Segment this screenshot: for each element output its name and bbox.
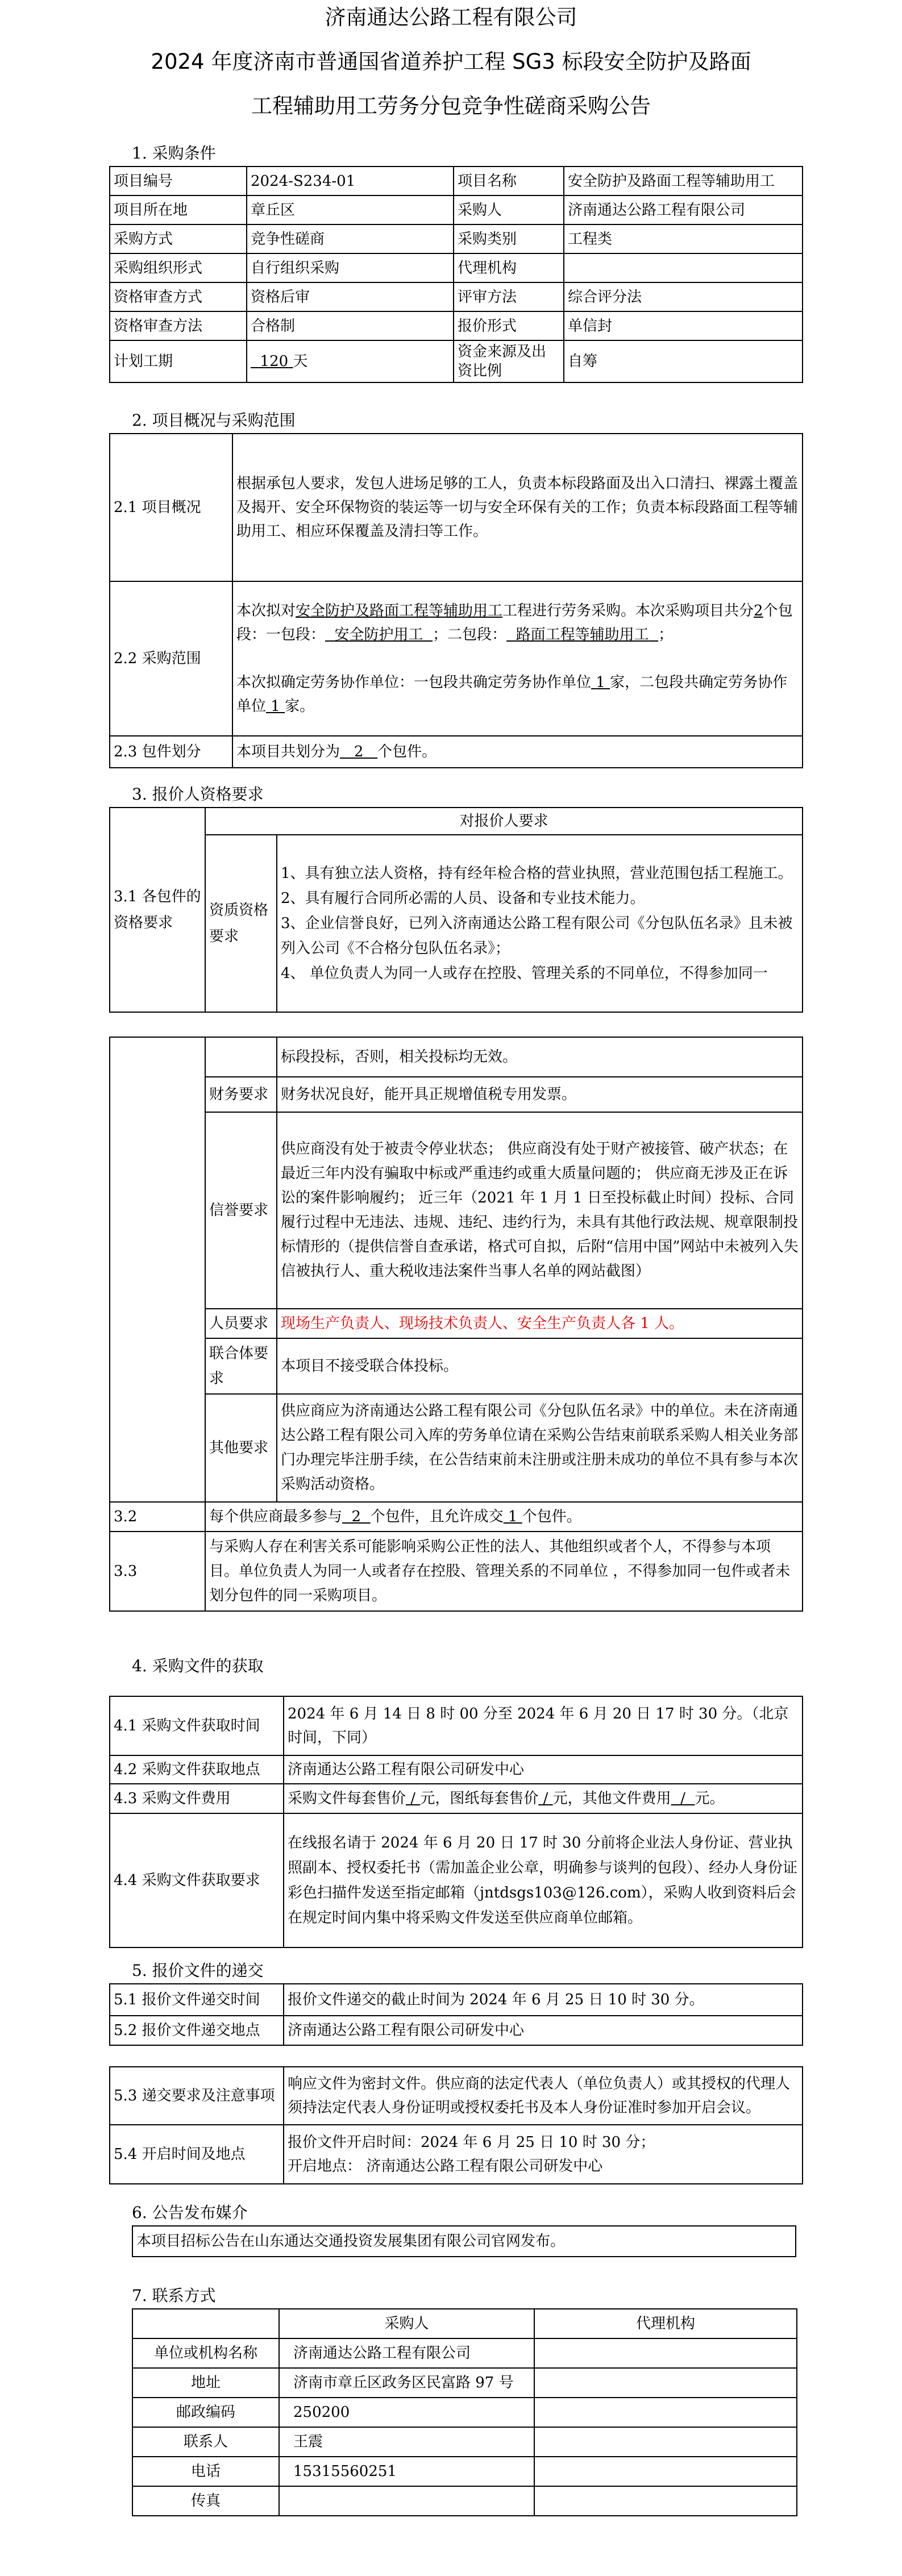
section-5-heading: 5. 报价文件的递交 [132, 1961, 264, 1980]
fee-text: 采购文件每套售价 / 元，图纸每套售价 / 元，其他文件费用 / 元。 [284, 1784, 803, 1813]
qualification-continued: 标段投标，否则，相关投标均无效。 [277, 1037, 803, 1077]
section-7-heading: 7. 联系方式 [132, 2286, 216, 2305]
table-row [132, 2457, 797, 2486]
table-row [110, 808, 803, 835]
limit-text: 每个供应商最多参与 2 个包件，且允许成交 1 个包件。 [205, 1502, 803, 1532]
cell-label: 5.1 报价文件递交时间 [110, 1984, 284, 2016]
cell-value: 工程类 [564, 224, 803, 253]
section-1-heading: 1. 采购条件 [132, 144, 216, 163]
table-row [110, 1338, 803, 1394]
table-row [132, 2368, 797, 2398]
cell-label: 采购人 [454, 195, 564, 224]
table-row [110, 2016, 803, 2045]
table-row [132, 2486, 797, 2516]
table-row [110, 340, 803, 382]
table-row [110, 1077, 803, 1112]
cell-label: 地址 [132, 2368, 279, 2398]
column-head: 代理机构 [534, 2309, 797, 2338]
cell-value: 济南市章丘区政务区民富路 97 号 [279, 2368, 534, 2398]
table-row [110, 1112, 803, 1309]
cell-label: 联合体要求 [205, 1338, 277, 1394]
table-row [110, 835, 803, 1012]
qualification-text: 1、具有独立法人资格，持有经年检合格的营业执照，营业范围包括工程施工。 2、具有履行合同所必需的人员、设备和专业技术能力。 3、企业信誉良好，已列入济南通达公路工程有限公司《分包队伍名录》且未被列入公司《不合格分包队伍名录》； 4、 单位负责人为同一人或存在控股、管理关系的不同单位，不得参加同一 [277, 835, 803, 1012]
contact-table [132, 2308, 797, 2516]
title-line-2: 工程辅助用工劳务分包竞争性磋商采购公告 [251, 94, 651, 118]
cell-label: 资质资格要求 [205, 835, 277, 1012]
package-text: 本项目共划分为 2 个包件。 [232, 736, 803, 768]
table-row [132, 2398, 797, 2427]
cell-value: 章丘区 [247, 195, 454, 224]
cell-label: 3.1 各包件的资格要求 [110, 808, 205, 1012]
table-row [110, 1502, 803, 1532]
table-row [110, 1394, 803, 1502]
media-table [132, 2225, 796, 2257]
cell-value: 济南通达公路工程有限公司 [279, 2338, 534, 2368]
cell-value: 济南通达公路工程有限公司 [564, 195, 803, 224]
obtain-time-text: 2024 年 6 月 14 日 8 时 00 分至 2024 年 6 月 20 日 17 时 30 分。（北京时间，下同） [284, 1696, 803, 1755]
table-row [110, 434, 803, 581]
submit-place-text: 济南通达公路工程有限公司研发中心 [284, 2016, 803, 2045]
cell-label: 项目编号 [110, 167, 247, 195]
cell-value [279, 2486, 534, 2516]
cell-label: 4.4 采购文件获取要求 [110, 1813, 284, 1947]
cell-label: 3.3 [110, 1532, 205, 1611]
table-row [110, 167, 803, 195]
cell-value [534, 2457, 797, 2486]
table-row [110, 1532, 803, 1611]
cell-label: 采购方式 [110, 224, 247, 253]
submission-table-part1 [109, 1983, 803, 2046]
cell-label: 其他要求 [205, 1394, 277, 1502]
cell-label: 人员要求 [205, 1309, 277, 1338]
table-row [110, 311, 803, 340]
section-3-heading: 3. 报价人资格要求 [132, 785, 264, 804]
table-row [110, 2125, 803, 2184]
obtain-place-text: 济南通达公路工程有限公司研发中心 [284, 1755, 803, 1784]
table-row [110, 581, 803, 736]
table-row [110, 224, 803, 253]
cell-label: 5.4 开启时间及地点 [110, 2125, 284, 2184]
overview-text: 根据承包人要求，发包人进场足够的工人，负责本标段路面及出入口清扫、裸露土覆盖及揭开、安全环保物资的装运等一切与安全环保有关的工作；负责本标段路面工程等辅助用工、相应环保覆盖及清扫等工作。 [232, 434, 803, 581]
section-6-heading: 6. 公告发布媒介 [132, 2203, 248, 2222]
cell-value: 15315560251 [279, 2457, 534, 2486]
cell-label: 资金来源及出资比例 [454, 340, 564, 382]
table-row [110, 1984, 803, 2016]
cell-label: 项目所在地 [110, 195, 247, 224]
other-text: 供应商应为济南通达公路工程有限公司《分包队伍名录》中的单位。未在济南通达公路工程有限公司入库的劳务单位请在采购公告结束前联系采购人相关业务部门办理完毕注册手续，在公告结束前未注册或注册未成功的单位不具有参与本次采购活动资格。 [277, 1394, 803, 1502]
cell-label: 2.3 包件划分 [110, 736, 232, 768]
section-2-heading: 2. 项目概况与采购范围 [132, 411, 296, 430]
table-row [132, 2226, 796, 2257]
cell-value: 自行组织采购 [247, 253, 454, 282]
cell-value [534, 2427, 797, 2457]
cell-value [564, 253, 803, 282]
company-title: 济南通达公路工程有限公司 [325, 5, 577, 30]
cell-value: 自筹 [564, 340, 803, 382]
title-line-1: 2024 年度济南市普通国省道养护工程 SG3 标段安全防护及路面 [151, 49, 751, 74]
cell-label: 资格审查方法 [110, 311, 247, 340]
cell-label: 采购组织形式 [110, 253, 247, 282]
cell-value: 安全防护及路面工程等辅助用工 [564, 167, 803, 195]
cell-value [534, 2338, 797, 2368]
opening-text: 报价文件开启时间：2024 年 6 月 25 日 10 时 30 分； 开启地点： 济南通达公路工程有限公司研发中心 [284, 2125, 803, 2184]
cell-label: 单位或机构名称 [132, 2338, 279, 2368]
documents-table [109, 1696, 803, 1948]
table-row [110, 1309, 803, 1338]
finance-text: 财务状况良好，能开具正规增值税专用发票。 [277, 1077, 803, 1112]
joint-text: 本项目不接受联合体投标。 [277, 1338, 803, 1394]
scope-text: 本次拟对安全防护及路面工程等辅助用工工程进行劳务采购。本次采购项目共分2个包段：一包段： 安全防护用工 ；二包段： 路面工程等辅助用工 ； 本次拟确定劳务协作单位：一包段共确定劳务协作单位 1 家，二包段共确定劳务协作单位 1 家。 [232, 581, 803, 736]
conflict-text: 与采购人存在利害关系可能影响采购公正性的法人、其他组织或者个人，不得参与本项目。单位负责人为同一人或者存在控股、管理关系的不同单位 ，不得参加同一包件或者未划分包件的同一采购项目。 [205, 1532, 803, 1611]
cell-value: 综合评分法 [564, 282, 803, 311]
obtain-requirement-text: 在线报名请于 2024 年 6 月 20 日 17 时 30 分前将企业法人身份证、营业执照副本、授权委托书（需加盖企业公章，明确参与谈判的包段）、经办人身份证彩色扫描件发送至指定邮箱（jntdsgs103@126.com），采购人收到资料后会在规定时间内集中将采购文件发送至供应商单位邮箱。 [284, 1813, 803, 1947]
cell-label: 财务要求 [205, 1077, 277, 1112]
cell-value [534, 2368, 797, 2398]
submit-time-text: 报价文件递交的截止时间为 2024 年 6 月 25 日 10 时 30 分。 [284, 1984, 803, 2016]
cell-value [534, 2486, 797, 2516]
section-4-heading: 4. 采购文件的获取 [132, 1657, 264, 1675]
project-overview-table [109, 433, 803, 768]
duration-unit: 天 [293, 353, 308, 370]
cell-label: 报价形式 [454, 311, 564, 340]
table-row [110, 736, 803, 768]
cell-value: 合格制 [247, 311, 454, 340]
cell-blank [132, 2309, 279, 2338]
table-row [110, 195, 803, 224]
column-head: 采购人 [279, 2309, 534, 2338]
submit-notes-text: 响应文件为密封文件。供应商的法定代表人（单位负责人）或其授权的代理人须持法定代表人身份证明或授权委托书及本人身份证准时参加开启会议。 [284, 2067, 803, 2125]
cell-label: 计划工期 [110, 340, 247, 382]
purchase-conditions-table [109, 166, 803, 383]
table-row [110, 1813, 803, 1947]
cell-value: 竞争性磋商 [247, 224, 454, 253]
table-row [110, 253, 803, 282]
table-row [110, 1037, 803, 1077]
table-row [110, 1755, 803, 1784]
duration-value: 120 [260, 353, 289, 370]
cell-label: 4.1 采购文件获取时间 [110, 1696, 284, 1755]
cell-label: 资格审查方式 [110, 282, 247, 311]
cell-value: 250200 [279, 2398, 534, 2427]
cell-value: 王震 [279, 2427, 534, 2457]
cell-label: 传真 [132, 2486, 279, 2516]
cell-label: 电话 [132, 2457, 279, 2486]
credit-text: 供应商没有处于被责令停业状态； 供应商没有处于财产被接管、破产状态；在最近三年内没有骗取中标或严重违约或重大质量问题的； 供应商无涉及正在诉讼的案件影响履约； 近三年（2021 年 1 月 1 日至投标截止时间）投标、合同履行过程中无违法、违规、违纪、违约行为，未具有其他行政法规、规章限制投标情形的（提供信誉自查承诺，格式可自拟，后附“信用中国”网站中未被列入失信被执行人、重大税收违法案件当事人名单的网站截图） [277, 1112, 803, 1309]
cell-label: 5.2 报价文件递交地点 [110, 2016, 284, 2045]
column-head: 对报价人要求 [205, 808, 803, 835]
cell-blank [110, 1037, 205, 1502]
cell-label: 4.2 采购文件获取地点 [110, 1755, 284, 1784]
table-row [110, 282, 803, 311]
table-row [110, 1784, 803, 1813]
cell-label: 信誉要求 [205, 1112, 277, 1309]
cell-value [534, 2398, 797, 2427]
cell-value: 资格后审 [247, 282, 454, 311]
table-row [132, 2338, 797, 2368]
cell-label: 采购类别 [454, 224, 564, 253]
cell-value [247, 340, 454, 382]
qualification-table-part1 [109, 807, 803, 1013]
table-row [132, 2309, 797, 2338]
cell-value: 2024-S234-01 [247, 167, 454, 195]
cell-label: 邮政编码 [132, 2398, 279, 2427]
table-row [110, 2067, 803, 2125]
cell-label: 项目名称 [454, 167, 564, 195]
cell-label: 2.2 采购范围 [110, 581, 232, 736]
cell-label: 代理机构 [454, 253, 564, 282]
table-row [132, 2427, 797, 2457]
table-row [110, 1696, 803, 1755]
cell-blank [205, 1037, 277, 1077]
staff-text: 现场生产负责人、现场技术负责人、安全生产负责人各 1 人。 [277, 1309, 803, 1338]
cell-label: 4.3 采购文件费用 [110, 1784, 284, 1813]
cell-label: 评审方法 [454, 282, 564, 311]
cell-label: 联系人 [132, 2427, 279, 2457]
media-text: 本项目招标公告在山东通达交通投资发展集团有限公司官网发布。 [132, 2226, 796, 2257]
cell-label: 3.2 [110, 1502, 205, 1532]
qualification-table-part2 [109, 1037, 803, 1612]
submission-table-part2 [109, 2066, 803, 2184]
cell-value: 单信封 [564, 311, 803, 340]
cell-label: 5.3 递交要求及注意事项 [110, 2067, 284, 2125]
cell-label: 2.1 项目概况 [110, 434, 232, 581]
